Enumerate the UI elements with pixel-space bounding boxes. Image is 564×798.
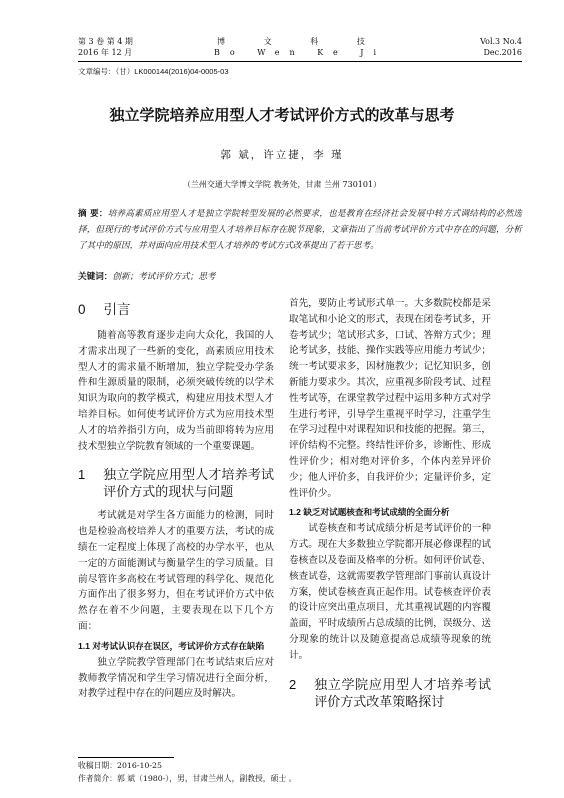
paragraph: 首先，要防止考试形式单一。大多数院校都是采取笔试和小论文的形式，表现在闭卷考试多，开卷考试少；笔试形式多，口试、答辩方式少；理论考试多，技能、操作实践等应用能力考试少；统一考试要求多，因材施教少；记忆知识多，创新能力要求少。其次，应重视多阶段考试、过程性考试等，在课堂教学过程中运用多种方式对学生进行考评，引导学生重视平时学习，注重学生在学习过程中对课程知识和技能的把握。第三，评价结构不完整。终结性评价多，诊断性、形成性评价少；相对绝对评价多，个体内差异评价少；他人评价多，自我评价少；定量评价多，定性评价少。 <box>289 298 491 499</box>
section-number: 2 <box>289 676 297 692</box>
affiliation: （兰州交通大学博文学院 教务处，甘肃 兰州 730101） <box>182 180 382 189</box>
keywords <box>78 270 522 282</box>
header-rule <box>78 61 522 62</box>
left-column <box>78 296 274 702</box>
footnote-rule <box>78 757 174 758</box>
section-heading-status <box>78 466 274 500</box>
volume-number-en: Vol.3 No.4 <box>480 37 522 46</box>
section-title: 独立学院应用型人才培养考试评价方式改革策略探讨 <box>314 676 491 709</box>
right-column <box>289 296 491 718</box>
date-en: Dec.2016 <box>483 48 522 57</box>
paragraph: 试卷核查和考试成绩分析是考试评价的一种方式。现在大多数独立学院都开展必修课程的试卷核查以及卷面及格率的分析。如何评价试卷、核查试卷，这就需要教学管理部门事前认真设计方案，使试卷核查真正起作用。试卷核查评价表的设计应突出重点项目，尤其重视试题的内容覆盖面，平时成绩所占总成绩的比例，误级分、送分现象的统计以及随意提高总成绩等现象的统计。 <box>289 523 491 661</box>
subsection-heading: 1.2 缺乏对试题核查和考试成绩的全面分析 <box>289 507 450 518</box>
issue-date: 2016 年 12 月 <box>78 48 133 57</box>
received-date: 收稿日期：2016-10-25 <box>78 761 162 770</box>
section-title: 独立学院应用型人才培养考试评价方式的现状与问题 <box>103 467 274 500</box>
section-heading-strategy <box>289 676 491 710</box>
keywords-label: 关键词： <box>78 272 113 282</box>
section-number: 0 <box>78 302 86 317</box>
journal-name <box>78 36 522 58</box>
abstract <box>78 206 522 254</box>
author-bio: 作者简介：郭 斌（1980-），男，甘肃兰州人，副教授，硕士 。 <box>78 774 297 783</box>
section-number: 1 <box>78 467 86 483</box>
keywords-text: 创新；考试评价方式；思考 <box>112 272 216 282</box>
abstract-label: 摘 要： <box>78 209 108 219</box>
paragraph: 考试就是对学生各方面能力的检测，同时也是检验高校培养人才的重要方法，考试的成绩在一定程度上体现了高校的办学水平，也从一定的方面能测试与衡量学生的学习质量。目前尽管许多高校在考试管理的科学化、规范化方面作出了很多努力，但在考试评价方式中依然存在着不少问题，主要表现在以下几个方面： <box>78 510 274 632</box>
journal-name-cn: 博 文 科 技 <box>217 37 383 46</box>
volume-issue: 第 3 卷 第 4 期 <box>78 37 133 46</box>
section-heading-intro <box>78 300 274 320</box>
paragraph: 随着高等教育逐步走向大众化，我国的人才需求出现了一些新的变化，高素质应用技术型人才的需求量不断增加，独立学院受办学条件和生源质量的限制，必须突破传统的以学术知识为取向的教学模式，构建应用技术型人才培养目标。如何使考试评价方式为应用技术型人才的培养指引方向，成为当前即将转为应用技术型独立学院教育领域的一个重要课题。 <box>78 330 274 452</box>
article-number: 文章编号：（甘）LK000144(2016)04-0005-03 <box>78 67 229 76</box>
journal-name-pinyin: Bo Wen Ke Ji <box>213 48 387 57</box>
abstract-text: 培养高素质应用型人才是独立学院转型发展的必然要求，也是教育在经济社会发展中转方式调结构的必然选择，但现行的考试评价方式与应用型人才培养目标存在脱节现象，文章指出了当前考试评价方式中存在的问题，分析了其中的原因，并对面向应用技术型人才培养的考试方式改革提出了若干思考。 <box>78 209 522 251</box>
section-title: 引言 <box>103 302 131 317</box>
journal-volume-en <box>480 36 522 58</box>
paragraph: 独立学院教学管理部门在考试结束后应对教师教学情况和学生学习情况进行全面分析，对教学过程中存在的问题应及时解决。 <box>78 656 274 700</box>
paper-title: 独立学院培养应用型人才考试评价方式的改革与思考 <box>109 106 455 124</box>
author-list: 郭 斌，许立捷，李 瑾 <box>220 149 344 161</box>
subsection-heading: 1.1 对考试认识存在误区，考试评价方式存在缺陷 <box>78 640 265 651</box>
